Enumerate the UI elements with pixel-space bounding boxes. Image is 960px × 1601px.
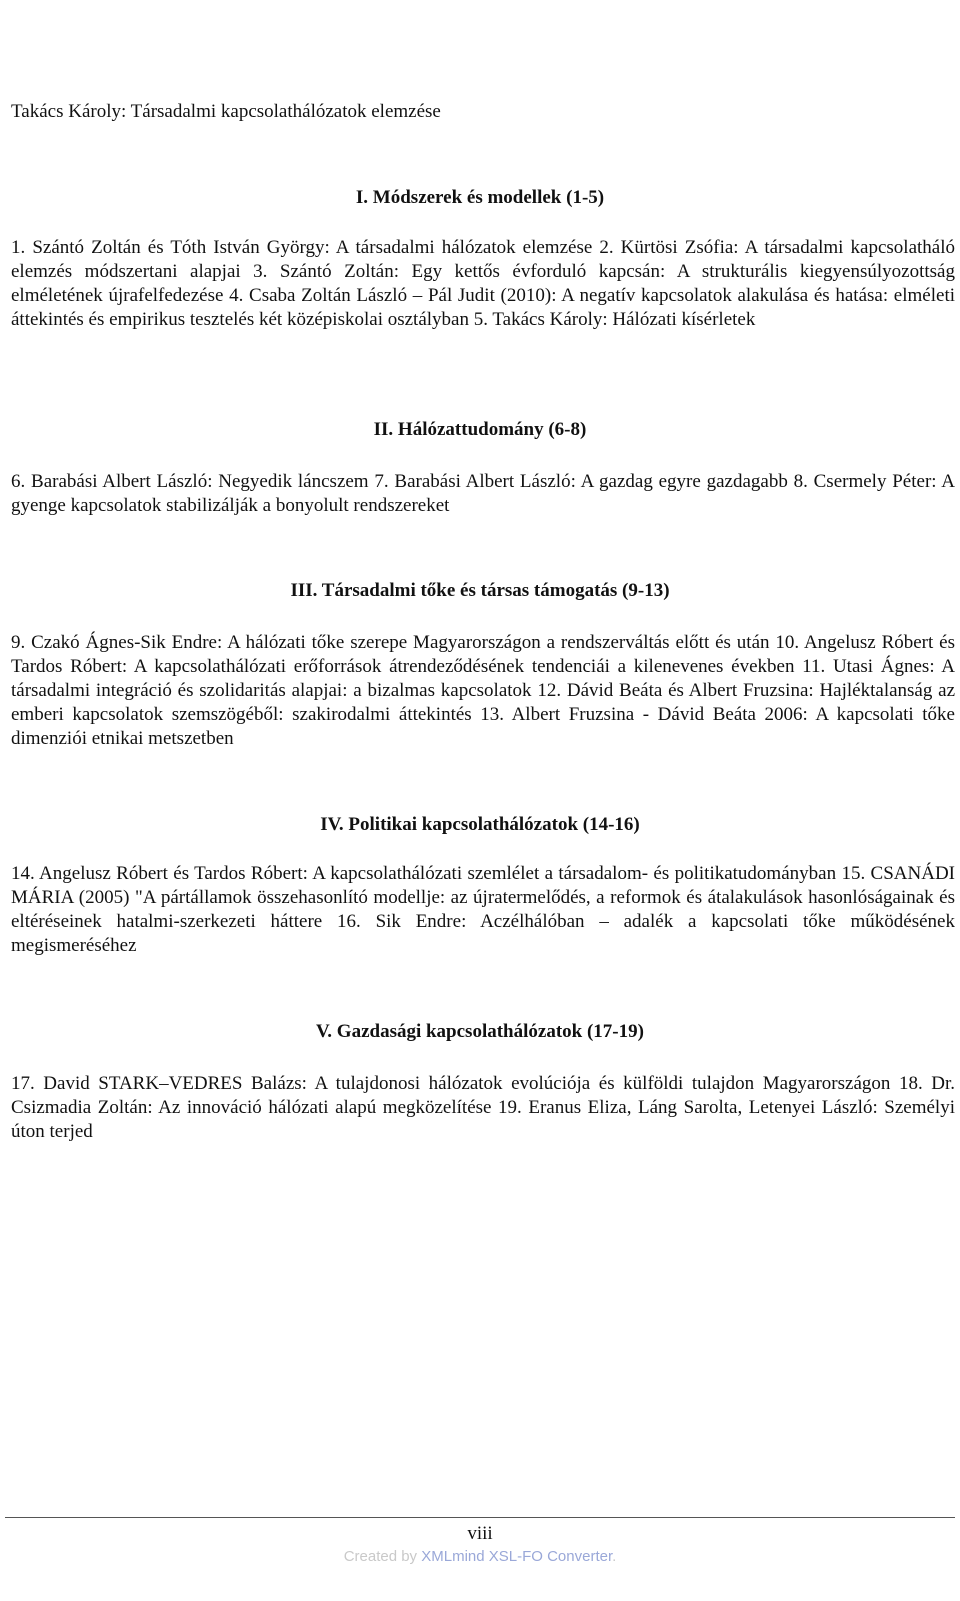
section-body-3: 9. Czakó Ágnes-Sik Endre: A hálózati tőke szerepe Magyarországon a rendszerváltás előtt és után 10. Angelusz Róbert és Tardos Róbert: A kapcsolathálózati erőforrások átrendeződésének tendenciái a kilenevenes években 11. Utasi Ágnes: A társadalmi integráció és szolidaritás alapjai: a bizalmas kapcsolatok 12. Dávid Beáta és Albert Fruzsina: Hajléktalanság az emberi kapcsolatok szemszögéből: szakirodalmi áttekintés 13. Albert Fruzsina - Dávid Beáta 2006: A kapcsolati tőke dimenziói etnikai metszetben xyxy=(11,632,955,749)
section-body-2: 6. Barabási Albert László: Negyedik láncszem 7. Barabási Albert László: A gazdag egyre gazdagabb 8. Csermely Péter: A gyenge kapcsolatok stabilizálják a bonyolult rendszereket xyxy=(11,471,955,516)
footer-divider xyxy=(5,1517,955,1518)
section-body-5: 17. David STARK–VEDRES Balázs: A tulajdonosi hálózatok evolúciója és külföldi tulajdon Magyarországon 18. Dr. Csizmadia Zoltán: Az innováció hálózati alapú megközelítése 19. Eranus Eliza, Láng Sarolta, Letenyei László: Személyi úton terjed xyxy=(11,1073,955,1142)
running-header: Takács Károly: Társadalmi kapcsolathálózatok elemzése xyxy=(11,101,441,122)
converter-suffix: . xyxy=(612,1548,617,1565)
section-heading-2: II. Hálózattudomány (6-8) xyxy=(373,419,587,440)
converter-prefix: Created by xyxy=(343,1548,422,1565)
section-heading-1: I. Módszerek és modellek (1-5) xyxy=(355,187,605,208)
page-number: viii xyxy=(467,1523,493,1544)
section-heading-5: V. Gazdasági kapcsolathálózatok (17-19) xyxy=(316,1021,644,1042)
converter-watermark xyxy=(0,1547,960,1567)
section-body-1: 1. Szántó Zoltán és Tóth István György: A társadalmi hálózatok elemzése 2. Kürtösi Zsófia: A társadalmi kapcsolatháló elemzés módszertani alapjai 3. Szántó Zoltán: Egy kettős évforduló kapcsán: A strukturális kiegyensúlyozottság elméletének újrafelfedezése 4. Csaba Zoltán László – Pál Judit (2010): A negatív kapcsolatok alakulása és hatása: elméleti áttekintés és empirikus tesztelés két középiskolai osztályban 5. Takács Károly: Hálózati kísérletek xyxy=(11,237,955,330)
converter-link[interactable]: XMLmind XSL-FO Converter xyxy=(421,1548,613,1565)
section-heading-4: IV. Politikai kapcsolathálózatok (14-16) xyxy=(320,814,640,835)
section-heading-3: III. Társadalmi tőke és társas támogatás (9-13) xyxy=(290,580,670,601)
section-body-4: 14. Angelusz Róbert és Tardos Róbert: A kapcsolathálózati szemlélet a társadalom- és politikatudományban 15. CSANÁDI MÁRIA (2005) "A pártállamok összehasonlító modellje: az újratermelődés, a reformok és átalakulások hasonlóságainak és eltéréseinek hatalmi-szerkezeti háttere 16. Sik Endre: Aczélhálóban – adalék a kapcsolati tőke működésének megismeréséhez xyxy=(11,863,955,956)
